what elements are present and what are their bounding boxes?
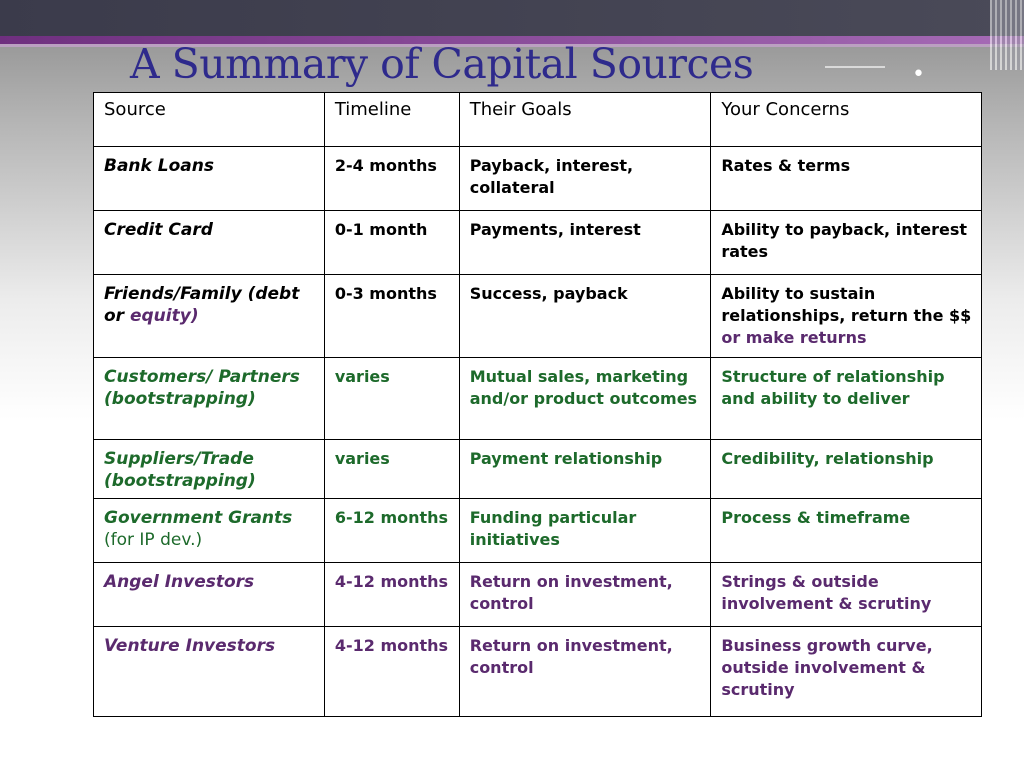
table-row-bank-loans [94,147,982,211]
source-accent-text: equity) [129,306,199,326]
cell-timeline: 0-3 months [324,275,459,358]
cell-source: Venture Investors [94,627,325,717]
cell-source [94,499,325,563]
cell-source [94,275,325,358]
header-source: Source [94,93,325,147]
header-timeline: Timeline [324,93,459,147]
table-row-venture-investors [94,627,982,717]
header-row [94,93,982,147]
source-text: Government Grants [104,508,293,528]
cell-goals: Funding particular initiatives [459,499,711,563]
cell-goals: Payback, interest, collateral [459,147,711,211]
header-their-goals: Their Goals [459,93,711,147]
cell-concerns: Credibility, relationship [711,440,982,499]
table-row-government-grants [94,499,982,563]
corner-stripes-decoration [990,0,1024,70]
cell-source: Angel Investors [94,563,325,627]
cell-goals: Payments, interest [459,211,711,275]
title-decoration-dot: • [912,62,925,87]
cell-timeline: varies [324,440,459,499]
source-text: Friends/Family (debt or [104,284,300,326]
cell-goals: Success, payback [459,275,711,358]
cell-concerns: Business growth curve, outside involvement & scrutiny [711,627,982,717]
cell-concerns: Process & timeframe [711,499,982,563]
cell-source: Suppliers/Trade (bootstrapping) [94,440,325,499]
cell-timeline: varies [324,358,459,440]
slide-title: A Summary of Capital Sources [130,40,754,88]
cell-concerns: Strings & outside involvement & scrutiny [711,563,982,627]
table-row-friends-family [94,275,982,358]
cell-concerns: Ability to payback, interest rates [711,211,982,275]
table-row-credit-card [94,211,982,275]
cell-timeline: 0-1 month [324,211,459,275]
cell-timeline: 4-12 months [324,627,459,717]
title-decoration-line [825,66,885,68]
capital-sources-table [93,92,982,717]
table-row-suppliers-trade [94,440,982,499]
concerns-text: Ability to sustain relationships, return the $$ [721,284,972,325]
source-note-text: (for IP dev.) [104,530,203,550]
table-row-angel-investors [94,563,982,627]
table-row-customers-partners [94,358,982,440]
cell-goals: Mutual sales, marketing and/or product outcomes [459,358,711,440]
top-banner [0,0,1024,36]
cell-timeline: 6-12 months [324,499,459,563]
cell-timeline: 2-4 months [324,147,459,211]
concerns-accent-text: or make returns [721,328,867,347]
cell-concerns [711,275,982,358]
cell-timeline: 4-12 months [324,563,459,627]
cell-goals: Return on investment, control [459,627,711,717]
header-your-concerns: Your Concerns [711,93,982,147]
cell-source: Credit Card [94,211,325,275]
cell-source: Bank Loans [94,147,325,211]
cell-source: Customers/ Partners (bootstrapping) [94,358,325,440]
cell-concerns: Structure of relationship and ability to deliver [711,358,982,440]
cell-goals: Payment relationship [459,440,711,499]
cell-goals: Return on investment, control [459,563,711,627]
cell-concerns: Rates & terms [711,147,982,211]
